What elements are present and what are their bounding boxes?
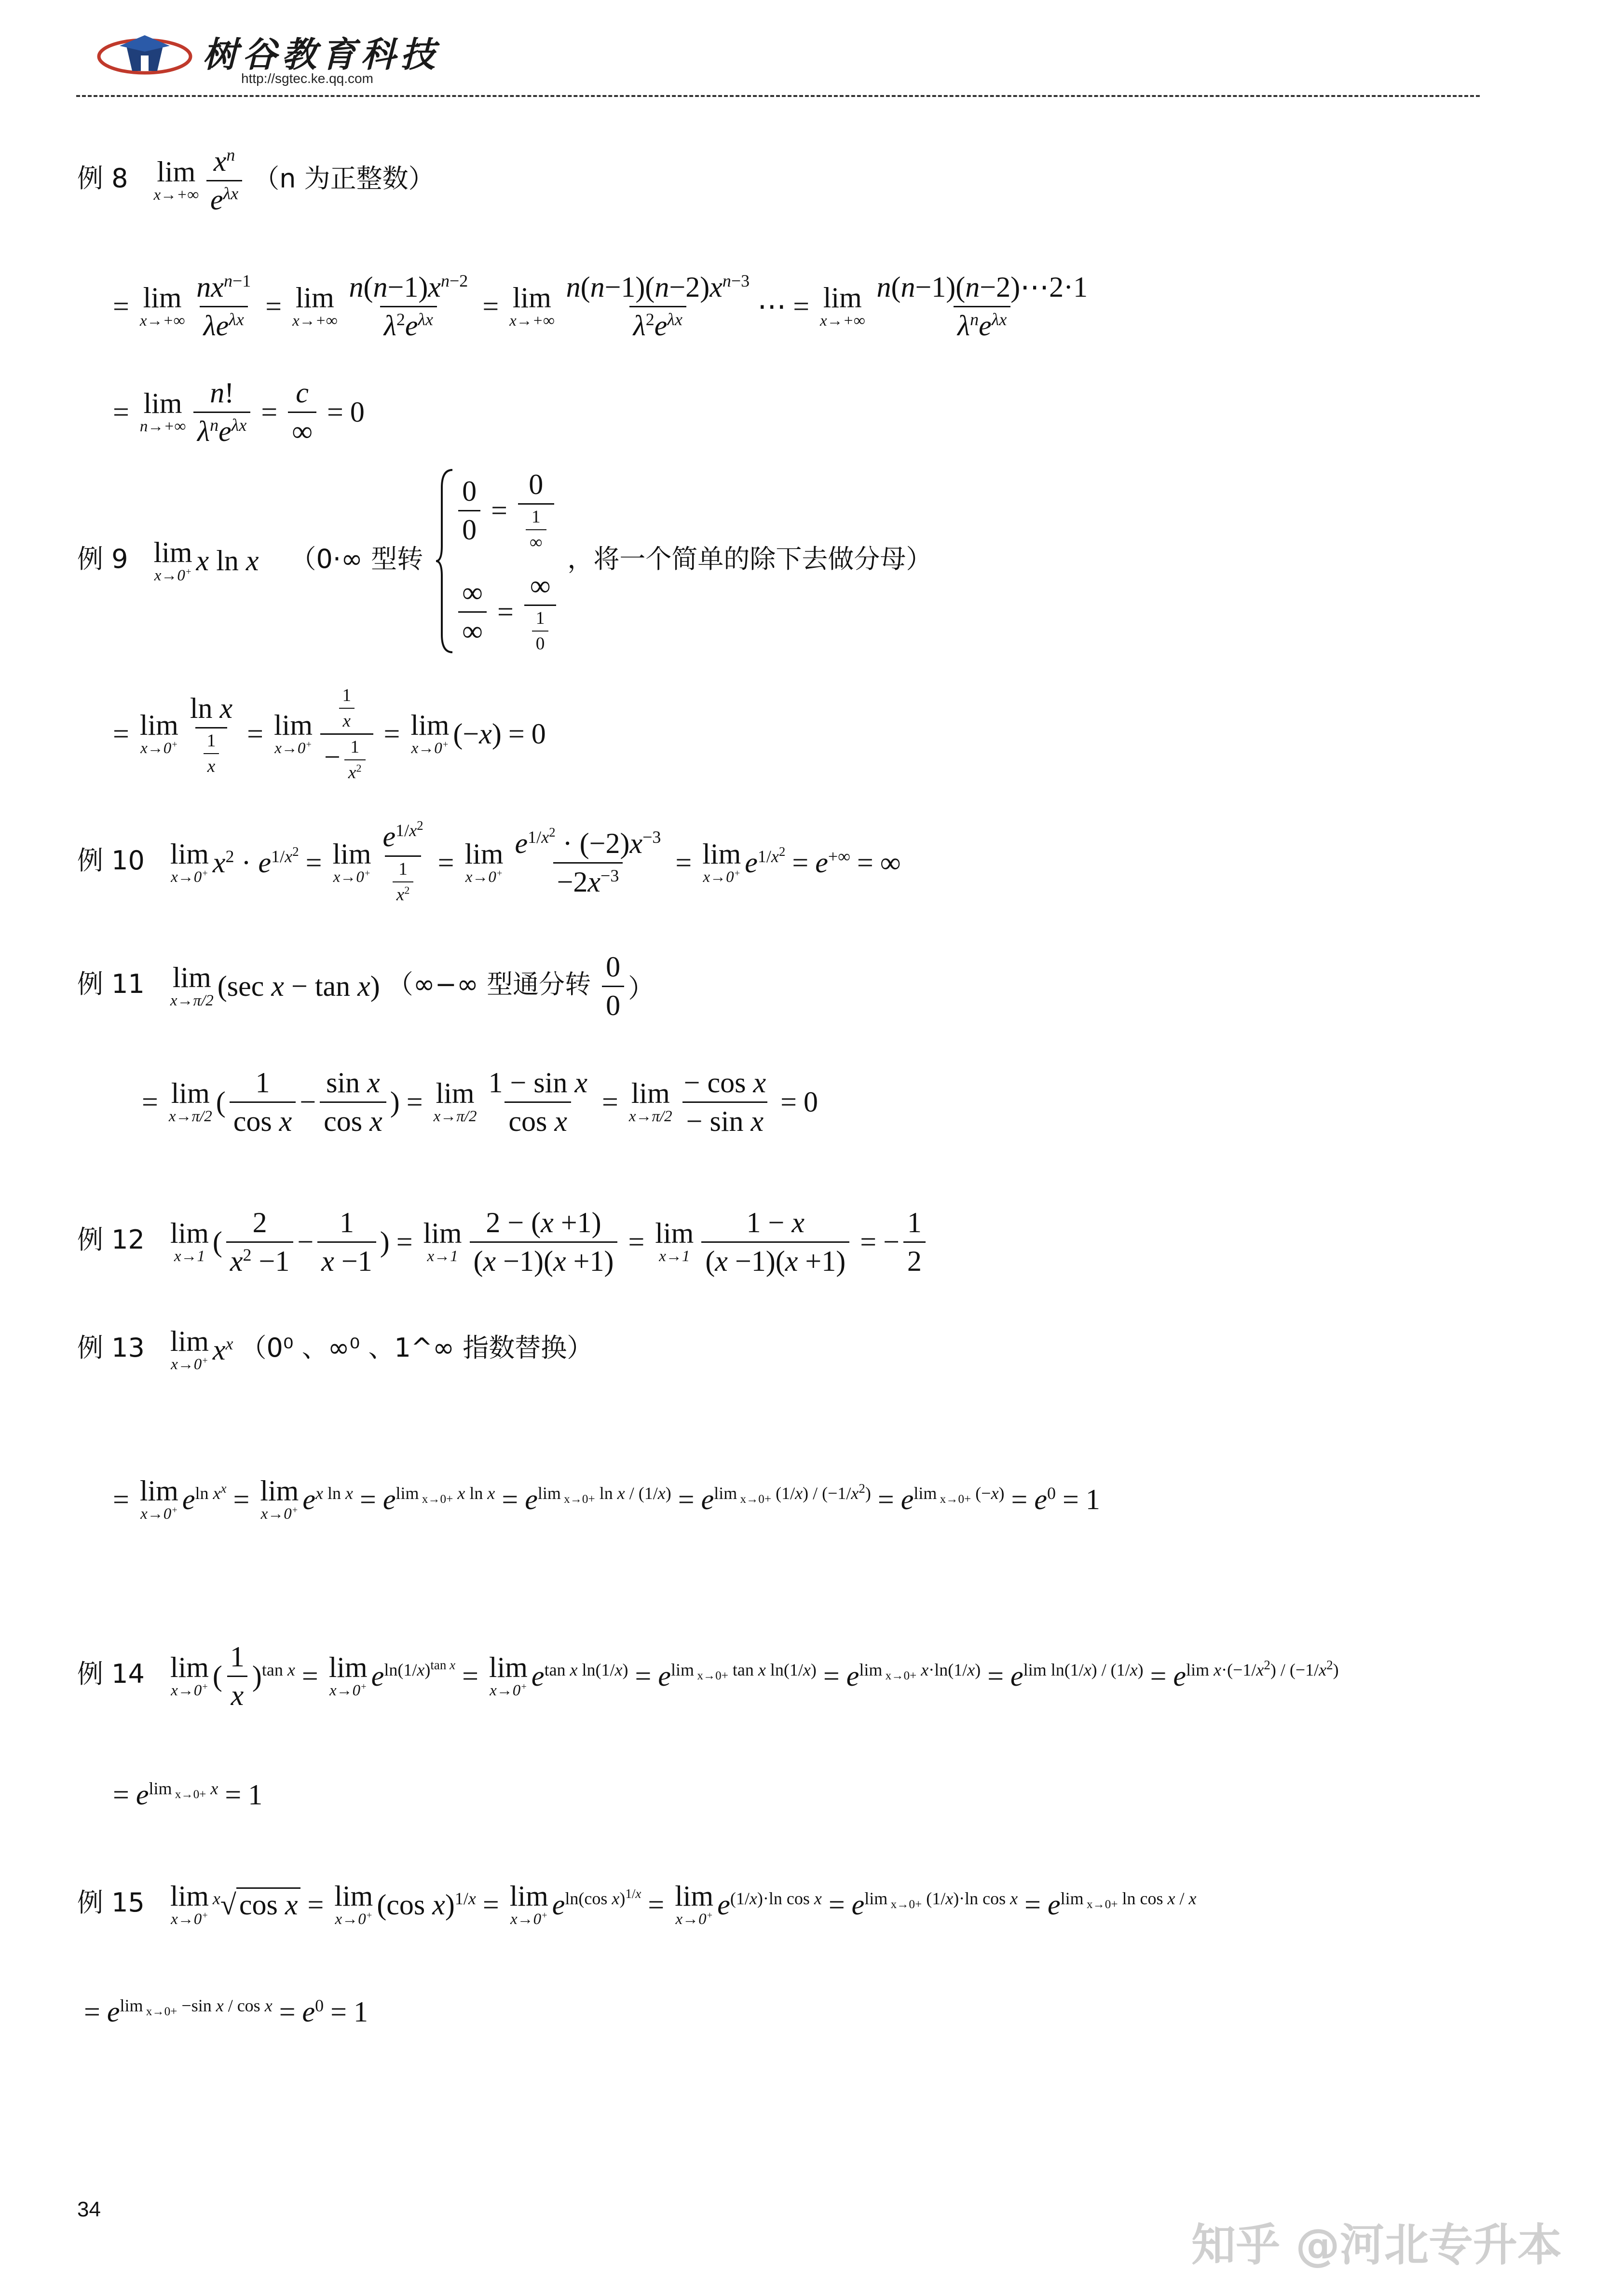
example-14-result: = $e^{lim _{x\to 0+} x}$ = 1	[113, 1778, 263, 1811]
logo-emblem-icon	[96, 27, 193, 80]
example-8-step-1: = lim x→+∞ $\frac{nx^{n-1}}{\lambda e^{\lambda x}}$ = lim x→+∞ $\frac{n(n-1)x^{n-2}}{\lambda^2e^{\lambda x}}$ = lim x→+∞ $\frac{n(n-1)(n-2)x^{n-3}}{\lambda^2e^{\lambda x}}$ ⋯ = lim x→+∞ $\frac{n(n-1)(n-2)\cdots 2\cdot 1}{\lambda^ne^{\lambda x}}$	[113, 271, 1088, 342]
example-15-label: 例 15	[77, 1887, 145, 1918]
example-8-note: （n 为正整数）	[253, 163, 435, 194]
example-13-note: （0⁰ 、∞⁰ 、1^∞ 指数替换）	[240, 1332, 593, 1363]
example-9-label: 例 9	[77, 543, 128, 574]
left-brace-icon	[435, 468, 454, 654]
watermark: 知乎 @河北专升本	[1191, 2219, 1562, 2271]
page-number: 34	[77, 2198, 101, 2221]
example-8-step-2: = lim n→+∞ $\frac{n!}{\lambda^ne^{\lambda x}}$ = $\frac{c}{\infty}$ = 0	[113, 377, 365, 447]
example-15-result: = $e^{lim _{x\to 0+} -sin x / cos x}$ = $e^0$ = 1	[84, 1995, 368, 2028]
example-9-note-a: （0·∞ 型转	[290, 543, 423, 574]
example-9-note-b: ，将一个简单的除下去做分母）	[567, 543, 932, 574]
example-10-label: 例 10	[77, 845, 145, 876]
example-8-problem: 例 8 lim x→+∞ $\frac{x^n}{e^{\lambda x}}$ （n 为正整数）	[77, 145, 435, 216]
example-12-label: 例 12	[77, 1224, 145, 1255]
example-10: 例 10 lim x→0+ $x^2 \cdot e^{1/x^2}$ = lim x→0+ $\frac{e^{1/x^2}}{\frac{1}{x^2}}$ = lim x→0+ $\frac{e^{1/x^2} \cdot (-2)x^{-3}}{-2x^{-3}}$ = lim x→0+ $e^{1/x^2}$ = e+∞ = ∞	[77, 818, 901, 905]
example-11-solution: = lim x→π/2 ( $\frac{1}{\text{cos x}}$ − $\frac{\text{sin x}}{\text{cos x}}$ ) = lim x→π/2 $\frac{\text{1 − sin x}}{\text{cos x}}$ = lim x→π/2 $\frac{\text{− cos x}}{\text{− sin x}}$ = 0	[142, 1067, 818, 1137]
example-13-label: 例 13	[77, 1332, 145, 1363]
example-8-label: 例 8	[77, 163, 128, 194]
example-15-problem: 例 15 lim x→0+ $^x$√ cos x = lim x→0+ (cos x)$^{1/x}$ = lim x→0+ $e^{ln(cos x)^{1/x}}$ = lim x→0+ $e^{(1/x)\cdot ln cos x}$ = $e^{lim _{x\to 0+} (1/x)\cdot ln cos x}$ = $e^{lim _{x\to 0+} ln cos x / x}$	[77, 1880, 1197, 1928]
example-12: 例 12 lim x→1 ( $\frac{2}{x^2 -1}$ − $\frac{1}{x -1}$ ) = lim x→1 $\frac{2 - (x +1)}{(x -1)(x +1)}$ = lim x→1 $\frac{1 - x}{(x -1)(x +1)}$ = − $\frac{1}{2}$	[77, 1206, 929, 1278]
logo-title: 树谷教育科技	[203, 34, 440, 75]
example-11-label: 例 11	[77, 969, 145, 1000]
example-14-problem: 例 14 lim x→0+ ( $\frac{1}{x}$ )$^{tan x}$ = lim x→0+ $e^{ln(1/x)^{tan x}}$ = lim x→0+ $e^{tan x ln(1/x)}$ = $e^{lim _{x\to 0+} tan x ln(1/x)}$ = $e^{lim _{x\to 0+} x\cdot ln(1/x)}$ = $e^{lim ln(1/x) / (1/x)}$ = $e^{lim x\cdot(-1/x^2) / (-1/x^2)}$	[77, 1641, 1339, 1711]
logo-url: http://sgtec.ke.qq.com	[241, 71, 373, 86]
example-9-problem: 例 9 lim x→0+ x ln x （0·∞ 型转 $\frac{0}{0}$ = $\frac{0}{\frac{1}{\infty}}$ $\frac{\infty}{\infty}$ = $\frac{\infty}{\frac{1}{0}}$ ，将一个简单的除下去做分母）	[77, 468, 932, 654]
example-11-problem: 例 11 lim x→π/2 (sec x − tan x) （∞−∞ 型通分转 $\frac{0}{0}$ ）	[77, 951, 655, 1021]
example-9-solution: = lim x→0+ $\frac{\text{ln x}}{\frac{1}{x}}$ = lim x→0+ $\frac{1}{x}$ − $\frac{1}{x^2}$ = lim x→0+ (−x) = 0	[113, 686, 546, 783]
example-13-problem: 例 13 lim x→0+ $x^x$ （0⁰ 、∞⁰ 、1^∞ 指数替换）	[77, 1325, 593, 1373]
header-divider	[76, 95, 1480, 97]
example-14-label: 例 14	[77, 1659, 145, 1690]
example-11-note: （∞−∞ 型通分转	[387, 969, 591, 1000]
brand-logo	[96, 27, 444, 99]
example-13-solution: = lim x→0+ $e^{ln x^x}$ = lim x→0+ $e^{x ln x}$ = $e^{lim _{x\to 0+} x ln x}$ = $e^{lim _{x\to 0+} ln x / (1/x)}$ = $e^{lim _{x\to 0+} (1/x) / (-1/x^2)}$ = $e^{lim _{x\to 0+} (-x)}$ = $e^0$ = 1	[113, 1475, 1100, 1523]
